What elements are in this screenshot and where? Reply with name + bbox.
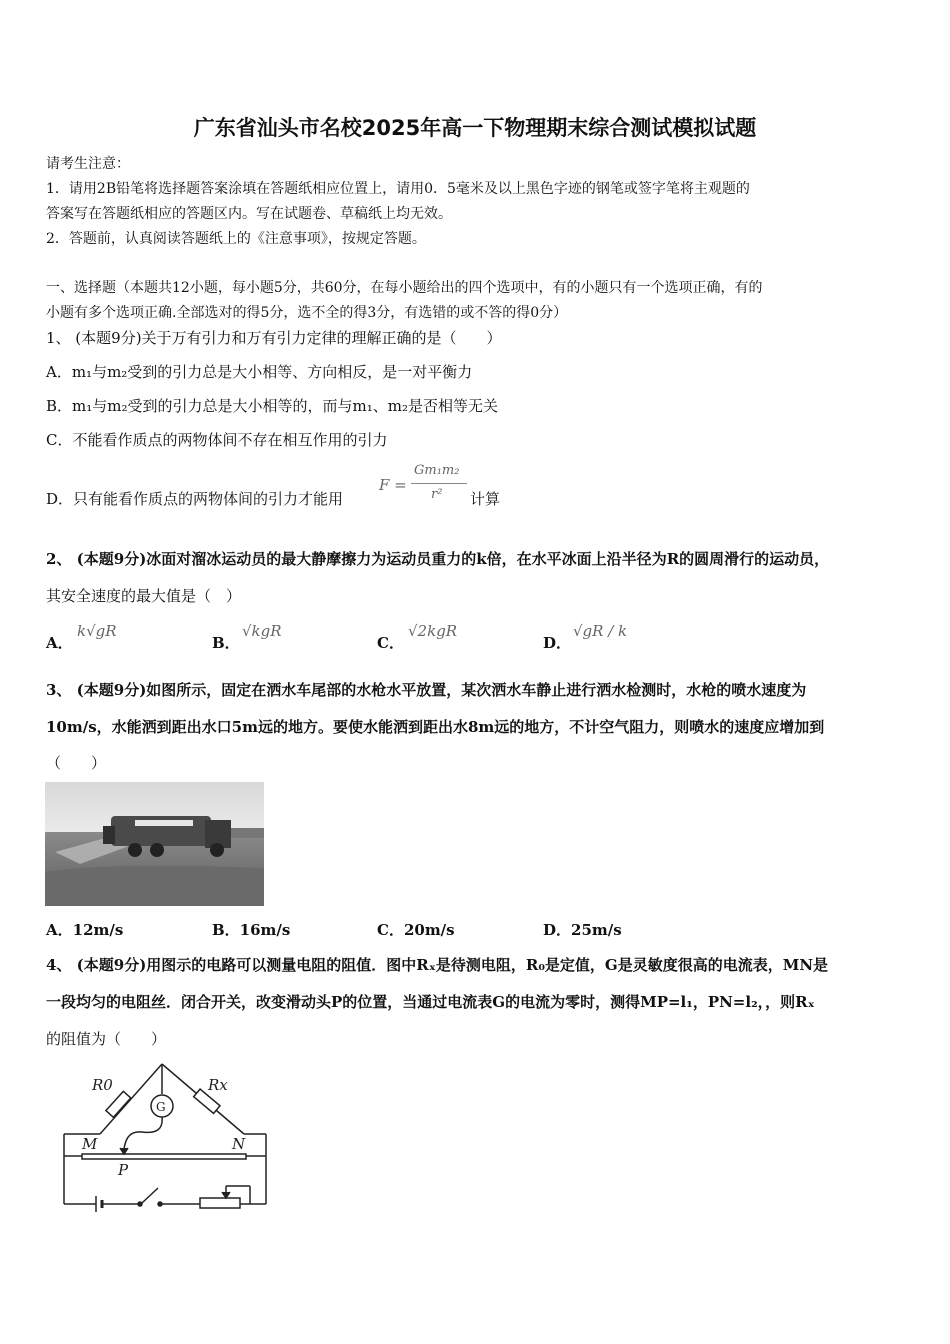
q3-option-b: B．16m/s	[212, 921, 291, 939]
q1-formula-lhs: F =	[379, 476, 407, 494]
q1-option-b: B．m₁与m₂受到的引力总是大小相等的，而与m₁、m₂是否相等无关	[46, 397, 498, 415]
label-rx: Rx	[208, 1076, 228, 1094]
q3-option-d: D．25m/s	[543, 921, 622, 939]
q1-option-c: C．不能看作质点的两物体间不存在相互作用的引力	[46, 431, 388, 449]
q1-option-d-suffix: 计算	[470, 490, 501, 508]
section-instructions-1: 一、选择题（本题共12小题，每小题5分，共60分，在每小题给出的四个选项中，有的小题只有一个选项正确，有的	[46, 280, 763, 296]
q1-formula-bar	[411, 483, 467, 484]
q2-option-c-label: C．	[377, 634, 404, 652]
notice-line-2: 2．答题前，认真阅读答题纸上的《注意事项》，按规定答题。	[46, 231, 426, 247]
q1-option-a: A．m₁与m₂受到的引力总是大小相等、方向相反，是一对平衡力	[46, 363, 473, 381]
sprinkler-truck-photo	[45, 782, 264, 906]
q2-option-a-label: A．	[46, 634, 73, 652]
q2-option-c-expr: √2kgR	[408, 622, 458, 640]
page-title: 广东省汕头市名校2025年高一下物理期末综合测试模拟试题	[193, 116, 757, 140]
q3-option-a: A．12m/s	[46, 921, 124, 939]
q2-option-a-expr: k√gR	[77, 622, 117, 640]
q2-option-d-label: D．	[543, 634, 572, 652]
switch-lever	[142, 1188, 158, 1203]
notice-heading: 请考生注意：	[46, 156, 130, 172]
label-r0: R0	[92, 1076, 113, 1094]
q2-stem-2: 其安全速度的最大值是（ ）	[46, 587, 242, 605]
q1-formula-numerator: Gm₁m₂	[414, 463, 460, 478]
q3-stem-3: （ ）	[46, 754, 107, 772]
label-g: G	[156, 1100, 166, 1114]
notice-line-1a: 1．请用2B铅笔将选择题答案涂填在答题纸相应位置上，请用0．5毫米及以上黑色字迹的钢笔或签字笔将主观题的	[46, 181, 750, 197]
label-m: M	[82, 1135, 98, 1153]
q2-option-d-expr: √gR / k	[573, 622, 628, 640]
q1-option-d-text: D．只有能看作质点的两物体间的引力才能用	[46, 490, 344, 508]
q1-stem: 1、 (本题9分)关于万有引力和万有引力定律的理解正确的是（ ）	[46, 329, 502, 347]
q2-option-b-expr: √kgR	[242, 622, 282, 640]
q4-stem-2: 一段均匀的电阻丝．闭合开关，改变滑动头P的位置，当通过电流表G的电流为零时，测得MP=l₁，PN=l₂，，则Rₓ	[46, 993, 815, 1011]
notice-line-1b: 答案写在答题纸相应的答题区内。写在试题卷、草稿纸上均无效。	[46, 206, 452, 222]
q4-stem-3: 的阻值为（ ）	[46, 1030, 167, 1048]
section-instructions-2: 小题有多个选项正确.全部选对的得5分，选不全的得3分，有选错的或不答的得0分）	[46, 305, 568, 321]
resistance-wire-mn	[82, 1154, 246, 1159]
q4-stem-1: 4、 (本题9分)用图示的电路可以测量电阻的阻值．图中Rₓ是待测电阻，R₀是定值，G是灵敏度很高的电流表，MN是	[46, 956, 829, 974]
q3-option-c: C．20m/s	[377, 921, 455, 939]
label-n: N	[232, 1135, 246, 1153]
q2-stem-1: 2、 (本题9分)冰面对溜冰运动员的最大静摩擦力为运动员重力的k倍，在水平冰面上沿半径为R的圆周滑行的运动员，	[46, 550, 830, 568]
q3-stem-1: 3、 (本题9分)如图所示，固定在洒水车尾部的水枪水平放置，某次洒水车静止进行洒水检测时，水枪的喷水速度为	[46, 681, 807, 699]
label-p: P	[118, 1161, 129, 1179]
q3-stem-2: 10m/s，水能洒到距出水口5m远的地方。要使水能洒到距出水8m远的地方，不计空气阻力，则喷水的速度应增加到	[46, 718, 825, 736]
circuit-diagram	[60, 1060, 275, 1220]
q2-option-b-label: B．	[212, 634, 240, 652]
rheostat	[200, 1198, 240, 1208]
q1-formula-denominator: r²	[431, 487, 443, 502]
